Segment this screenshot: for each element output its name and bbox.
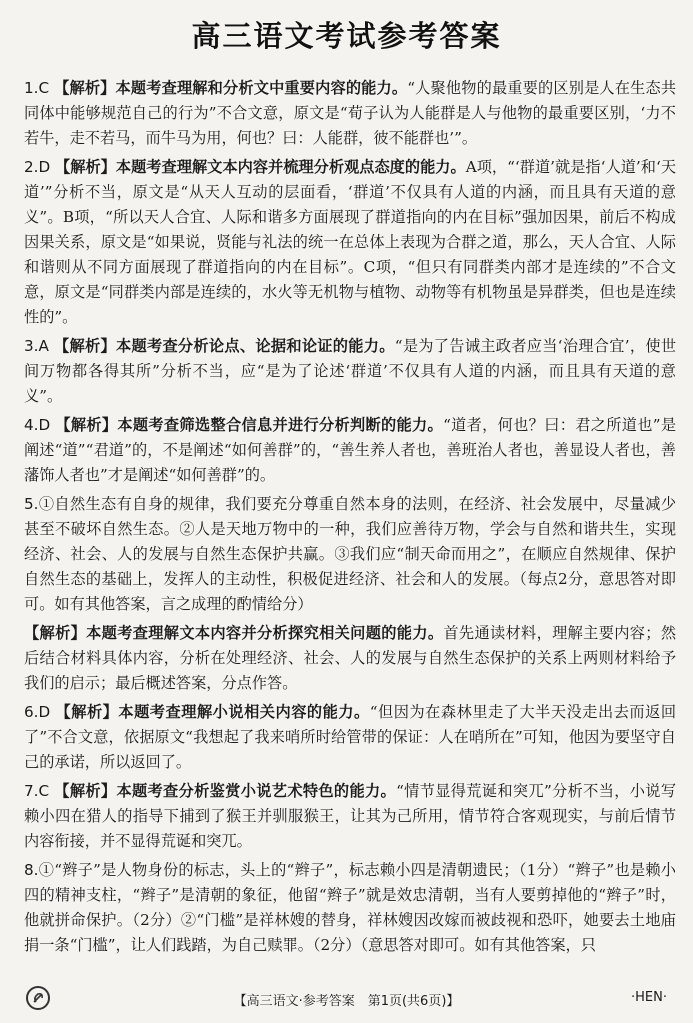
analysis-text: “情节显得荒诞和突兀”分析不当，小说写赖小四在猎人的指导下捕到了猴王并驯服猴王，让其为己所用，情节符合客观现实，与前后情节内容衔接，并不显得荒诞和突兀。 — [24, 782, 677, 850]
analysis-text: “道者，何也？曰：君之所道也”是阐述“道”“君道”的，不是阐述“如何善群”的，“善生养人者也，善班治人者也，善显设人者也，善藩饰人者也”才是阐述“如何善群”的。 — [24, 416, 677, 484]
answer-item-5-analysis — [24, 621, 676, 696]
answer-item-7 — [24, 779, 676, 854]
analysis-tag: 【解析】 — [54, 337, 116, 355]
page-footer — [0, 988, 693, 1012]
item-number: 3.A — [24, 337, 49, 355]
answer-text: ①自然生态有自身的规律，我们要充分尊重自然本身的法则，在经济、社会发展中，尽量减少甚至不破坏自然生态。②人是天地万物中的一种，我们应善待万物，学会与自然和谐共生，实现经济、社会、人的发展与自然生态保护共赢。③我们应“制天命而用之”，在顺应自然规律、保护自然生态的基础上，发挥人的主动性，积极促进经济、社会和人的发展。（每点2分，意思答对即可。如有其他答案，言之成理的酌情给分） — [24, 495, 676, 613]
analysis-text: “但因为在森林里走了大半天没走出去而返回了”不合文意，依据原文“我想起了我来哨所时给管带的保证：人在哨所在”可知，他因为要坚守自己的承诺，所以返回了。 — [24, 703, 677, 771]
answer-content — [24, 76, 676, 962]
answer-item-4 — [24, 413, 676, 488]
answer-item-3 — [24, 334, 676, 409]
analysis-tag: 【解析】 — [24, 624, 87, 642]
analysis-text: “是为了告诫主政者应当‘治理合宜’，使世间万物都各得其所”分析不当，应“是为了论述‘群道’不仅具有人道的内涵，而且具有天道的意义”。 — [24, 337, 677, 405]
page-title: 高三语文考试参考答案 — [191, 19, 502, 53]
item-number: 7.C — [24, 782, 50, 800]
analysis-tag: 【解析】 — [55, 158, 116, 176]
analysis-lead: 本题考查筛选整合信息并进行分析判断的能力。 — [117, 416, 444, 434]
answer-item-5 — [24, 492, 676, 617]
item-number: 4.D — [24, 416, 51, 434]
page-code: ·HEN· — [631, 990, 667, 1005]
item-number: 1.C — [24, 79, 50, 97]
analysis-tag: 【解析】 — [54, 79, 116, 97]
answer-item-2 — [24, 155, 676, 330]
answer-item-6 — [24, 700, 676, 775]
item-number: 6.D — [24, 703, 51, 721]
analysis-lead: 本题考查理解和分析文中重要内容的能力。 — [115, 79, 408, 97]
analysis-lead: 本题考查理解文本内容并梳理分析观点态度的能力。 — [115, 158, 466, 176]
item-number: 2.D — [24, 158, 51, 176]
analysis-tag: 【解析】 — [55, 416, 118, 434]
analysis-lead: 本题考查分析鉴赏小说艺术特色的能力。 — [116, 782, 397, 800]
answer-item-1 — [24, 76, 676, 151]
analysis-text: “人聚他物的最重要的区别是人在生态共同体中能够规范自己的行为”不合文意，原文是“荀子认为人能群是人与他物的最重要区别，‘力不若牛，走不若马，而牛马为用，何也？曰：人能群，彼不能群也’”。 — [24, 79, 677, 147]
analysis-text: 首先通读材料，理解主要内容；然后结合材料具体内容，分析在处理经济、社会、人的发展与自然生态保护的关系上两则材料给予我们的启示；最后概述答案，分点作答。 — [24, 624, 677, 692]
analysis-tag: 【解析】 — [54, 782, 117, 800]
analysis-text: A项，“‘群道’就是指‘人道’和‘天道’”分析不当，原文是“从天人互动的层面看，‘群道’不仅具有人道的内涵，而且具有天道的意义”。B项，“所以天人合宜、人际和谐多方面展现了群道指向的内在目标”强加因果，前后不构成因果关系，原文是“如果说，贤能与礼法的统一在总体上表现为合群之道，那么，天人合宜、人际和谐则从不同方面展现了群道指向的内在目标”。C项，“但只有同群类内部才是连续的”不合文意，原文是“同群类内部是连续的，水火等无机物与植物、动物等有机物虽是异群类，但也是连续性的”。 — [24, 158, 677, 326]
answer-item-8 — [24, 858, 676, 958]
item-number: 5. — [24, 495, 39, 513]
answer-text: ①“辫子”是人物身份的标志，头上的“辫子”，标志赖小四是清朝遗民；（1分）“辫子”也是赖小四的精神支柱，“辫子”是清朝的象征，他留“辫子”就是效忠清朝，当有人要剪掉他的“辫子”时，他就拼命保护。（2分）②“门槛”是祥林嫂的替身，祥林嫂因改嫁而被歧视和恐吓，她要去土地庙捐一条“门槛”，让人们践踏，为自己赎罪。（2分）（意思答对即可。如有其他答案，只 — [24, 861, 676, 954]
analysis-tag: 【解析】 — [55, 703, 119, 721]
page-footer-label: 【高三语文·参考答案 第1页(共6页)】 — [233, 994, 460, 1009]
item-number: 8. — [24, 861, 39, 879]
analysis-lead: 本题考查理解小说相关内容的能力。 — [118, 703, 370, 721]
analysis-lead: 本题考查分析论点、论据和论证的能力。 — [115, 337, 395, 355]
analysis-lead: 本题考查理解文本内容并分析探究相关问题的能力。 — [86, 624, 444, 642]
